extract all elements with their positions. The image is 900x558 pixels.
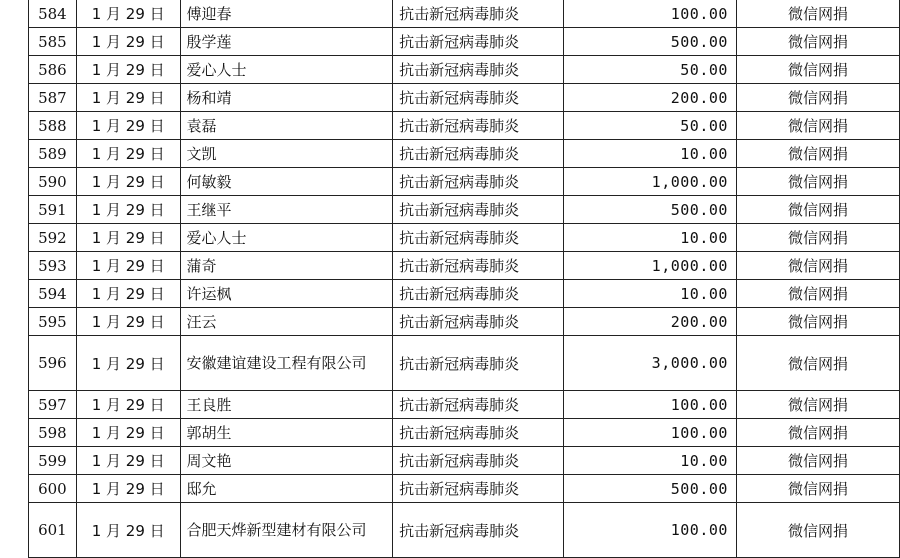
row-number: 587	[29, 84, 77, 112]
donation-table	[28, 0, 900, 558]
donation-date: 1 月 29 日	[76, 475, 180, 503]
donor-name: 周文艳	[180, 447, 393, 475]
table-row	[29, 112, 900, 140]
donation-method: 微信网捐	[736, 308, 899, 336]
row-number: 592	[29, 224, 77, 252]
donation-method: 微信网捐	[736, 280, 899, 308]
table-row	[29, 447, 900, 475]
donation-date: 1 月 29 日	[76, 447, 180, 475]
donor-name: 爱心人士	[180, 224, 393, 252]
donor-name: 傅迎春	[180, 0, 393, 28]
donation-date: 1 月 29 日	[76, 252, 180, 280]
donation-purpose: 抗击新冠病毒肺炎	[393, 56, 564, 84]
donation-date: 1 月 29 日	[76, 168, 180, 196]
row-number: 584	[29, 0, 77, 28]
donation-date: 1 月 29 日	[76, 0, 180, 28]
donation-method: 微信网捐	[736, 140, 899, 168]
donation-method: 微信网捐	[736, 224, 899, 252]
table-row	[29, 84, 900, 112]
donation-method: 微信网捐	[736, 336, 899, 391]
row-number: 591	[29, 196, 77, 224]
donation-date: 1 月 29 日	[76, 196, 180, 224]
donation-method: 微信网捐	[736, 419, 899, 447]
donation-amount: 10.00	[563, 140, 736, 168]
donation-amount: 50.00	[563, 112, 736, 140]
donation-purpose: 抗击新冠病毒肺炎	[393, 84, 564, 112]
row-number: 595	[29, 308, 77, 336]
donation-purpose: 抗击新冠病毒肺炎	[393, 112, 564, 140]
donation-purpose: 抗击新冠病毒肺炎	[393, 0, 564, 28]
donation-amount: 100.00	[563, 391, 736, 419]
donation-date: 1 月 29 日	[76, 336, 180, 391]
donation-purpose: 抗击新冠病毒肺炎	[393, 196, 564, 224]
row-number: 598	[29, 419, 77, 447]
donation-amount: 200.00	[563, 84, 736, 112]
donation-purpose: 抗击新冠病毒肺炎	[393, 280, 564, 308]
donation-purpose: 抗击新冠病毒肺炎	[393, 447, 564, 475]
donation-purpose: 抗击新冠病毒肺炎	[393, 28, 564, 56]
donor-name: 王良胜	[180, 391, 393, 419]
donor-name: 袁磊	[180, 112, 393, 140]
donation-date: 1 月 29 日	[76, 503, 180, 558]
donation-amount: 1,000.00	[563, 168, 736, 196]
donation-method: 微信网捐	[736, 28, 899, 56]
donor-name: 许运枫	[180, 280, 393, 308]
row-number: 599	[29, 447, 77, 475]
donor-name: 邸允	[180, 475, 393, 503]
table-row	[29, 196, 900, 224]
donation-date: 1 月 29 日	[76, 28, 180, 56]
table-row	[29, 419, 900, 447]
donation-amount: 500.00	[563, 475, 736, 503]
table-row	[29, 336, 900, 391]
row-number: 601	[29, 503, 77, 558]
donor-name: 汪云	[180, 308, 393, 336]
row-number: 597	[29, 391, 77, 419]
row-number: 588	[29, 112, 77, 140]
row-number: 589	[29, 140, 77, 168]
row-number: 594	[29, 280, 77, 308]
donor-name: 文凯	[180, 140, 393, 168]
donation-method: 微信网捐	[736, 252, 899, 280]
donor-name: 杨和靖	[180, 84, 393, 112]
table-row	[29, 391, 900, 419]
donation-amount: 500.00	[563, 28, 736, 56]
donation-purpose: 抗击新冠病毒肺炎	[393, 224, 564, 252]
donation-date: 1 月 29 日	[76, 391, 180, 419]
donor-name: 殷学莲	[180, 28, 393, 56]
table-row	[29, 56, 900, 84]
donation-amount: 50.00	[563, 56, 736, 84]
donation-date: 1 月 29 日	[76, 224, 180, 252]
donation-amount: 100.00	[563, 419, 736, 447]
donation-purpose: 抗击新冠病毒肺炎	[393, 168, 564, 196]
row-number: 593	[29, 252, 77, 280]
donation-purpose: 抗击新冠病毒肺炎	[393, 336, 564, 391]
donation-date: 1 月 29 日	[76, 308, 180, 336]
donation-table-body	[29, 0, 900, 558]
donation-purpose: 抗击新冠病毒肺炎	[393, 475, 564, 503]
donation-date: 1 月 29 日	[76, 84, 180, 112]
table-row	[29, 28, 900, 56]
donor-name: 郭胡生	[180, 419, 393, 447]
donation-method: 微信网捐	[736, 168, 899, 196]
donation-purpose: 抗击新冠病毒肺炎	[393, 308, 564, 336]
donation-purpose: 抗击新冠病毒肺炎	[393, 419, 564, 447]
donation-amount: 10.00	[563, 280, 736, 308]
donation-amount: 100.00	[563, 0, 736, 28]
donation-amount: 1,000.00	[563, 252, 736, 280]
table-row	[29, 0, 900, 28]
row-number: 586	[29, 56, 77, 84]
table-row	[29, 168, 900, 196]
donation-purpose: 抗击新冠病毒肺炎	[393, 391, 564, 419]
row-number: 590	[29, 168, 77, 196]
donation-date: 1 月 29 日	[76, 140, 180, 168]
row-number: 596	[29, 336, 77, 391]
donation-method: 微信网捐	[736, 112, 899, 140]
donation-date: 1 月 29 日	[76, 112, 180, 140]
donor-name: 蒲奇	[180, 252, 393, 280]
donation-amount: 200.00	[563, 308, 736, 336]
table-row	[29, 224, 900, 252]
donation-amount: 100.00	[563, 503, 736, 558]
donation-purpose: 抗击新冠病毒肺炎	[393, 503, 564, 558]
donation-method: 微信网捐	[736, 0, 899, 28]
table-row	[29, 475, 900, 503]
donor-name: 爱心人士	[180, 56, 393, 84]
row-number: 600	[29, 475, 77, 503]
table-row	[29, 308, 900, 336]
donation-date: 1 月 29 日	[76, 419, 180, 447]
donation-amount: 3,000.00	[563, 336, 736, 391]
donation-method: 微信网捐	[736, 475, 899, 503]
donation-ledger	[28, 0, 900, 558]
donation-date: 1 月 29 日	[76, 56, 180, 84]
row-number: 585	[29, 28, 77, 56]
donation-method: 微信网捐	[736, 391, 899, 419]
table-row	[29, 280, 900, 308]
donor-name: 安徽建谊建设工程有限公司	[180, 336, 393, 391]
donation-method: 微信网捐	[736, 503, 899, 558]
table-row	[29, 252, 900, 280]
donation-method: 微信网捐	[736, 196, 899, 224]
donation-amount: 10.00	[563, 224, 736, 252]
donor-name: 王继平	[180, 196, 393, 224]
donation-amount: 500.00	[563, 196, 736, 224]
donation-method: 微信网捐	[736, 447, 899, 475]
donor-name: 何敏毅	[180, 168, 393, 196]
donation-purpose: 抗击新冠病毒肺炎	[393, 252, 564, 280]
table-row	[29, 503, 900, 558]
donation-method: 微信网捐	[736, 84, 899, 112]
table-row	[29, 140, 900, 168]
donor-name: 合肥天烨新型建材有限公司	[180, 503, 393, 558]
donation-method: 微信网捐	[736, 56, 899, 84]
donation-amount: 10.00	[563, 447, 736, 475]
donation-date: 1 月 29 日	[76, 280, 180, 308]
donation-purpose: 抗击新冠病毒肺炎	[393, 140, 564, 168]
